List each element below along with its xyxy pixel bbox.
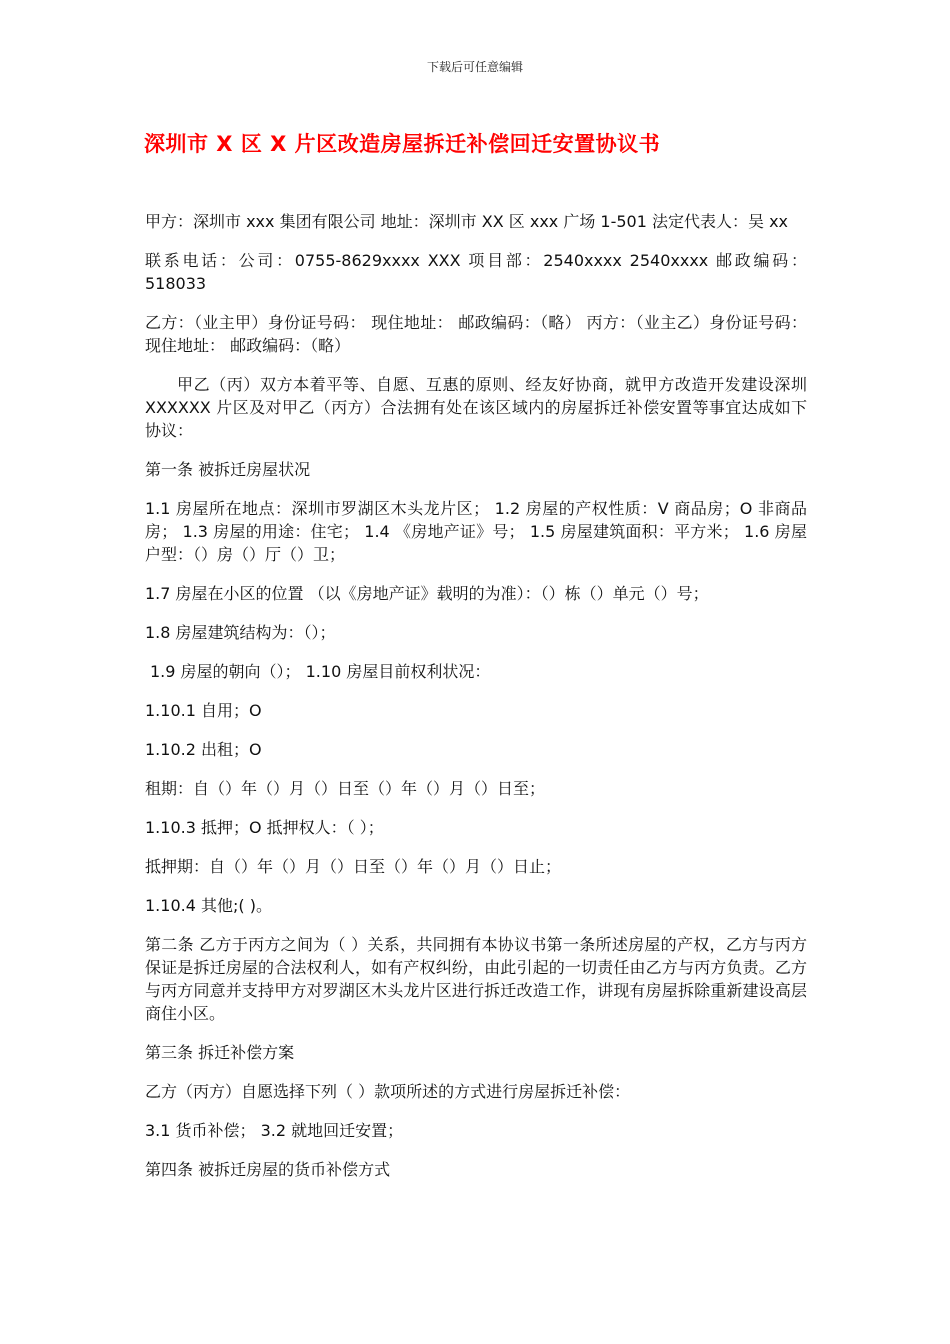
- article-2-paragraph: 第二条 乙方于丙方之间为（ ）关系，共同拥有本协议书第一条所述房屋的产权，乙方与丙方保证是拆迁房屋的合法权利人，如有产权纠纷，由此引起的一切责任由乙方与丙方负责。乙方与丙方同意并支持甲方对罗湖区木头龙片区进行拆迁改造工作，讲现有房屋拆除重新建设高层商住小区。: [145, 935, 807, 1023]
- header-note: 下载后可任意编辑: [426, 60, 523, 74]
- clause-3-1-3-2: 3.1 货币补偿； 3.2 就地回迁安置；: [145, 1121, 404, 1140]
- document-title: 深圳市 X 区 X 片区改造房屋拆迁补偿回迁安置协议书: [144, 132, 661, 156]
- contact-paragraph: 联系电话：公司：0755-8629xxxx XXX 项目部：2540xxxx 2540xxxx 邮政编码：518033: [145, 251, 807, 293]
- article-3-heading: 第三条 拆迁补偿方案: [145, 1043, 295, 1062]
- clause-1-10-4: 1.10.4 其他;( )。: [145, 896, 272, 915]
- clause-1-8: 1.8 房屋建筑结构为：（）；: [145, 623, 336, 642]
- preamble-paragraph: 甲乙（丙）双方本着平等、自愿、互惠的原则、经友好协商，就甲方改造开发建设深圳 XXXXXX 片区及对甲乙（丙方）合法拥有处在该区域内的房屋拆迁补偿安置等事宜达成如下协议：: [145, 375, 807, 440]
- clause-1-9-1-10: 1.9 房屋的朝向（）； 1.10 房屋目前权利状况：: [150, 662, 491, 681]
- party-a-paragraph: 甲方：深圳市 xxx 集团有限公司 地址：深圳市 XX 区 xxx 广场 1-501 法定代表人：吴 xx: [145, 212, 789, 231]
- article-4-heading: 第四条 被拆迁房屋的货币补偿方式: [145, 1160, 391, 1179]
- clause-1-10-3: 1.10.3 抵押；O 抵押权人：（ ）；: [145, 818, 384, 837]
- clause-1-10-2: 1.10.2 出租；O: [145, 740, 262, 759]
- article-3-choice-line: 乙方（丙方）自愿选择下列（ ）款项所述的方式进行房屋拆迁补偿：: [145, 1082, 631, 1101]
- party-b-c-paragraph: 乙方：（业主甲）身份证号码： 现住地址： 邮政编码：（略） 丙方：（业主乙）身份证号码： 现住地址： 邮政编码：（略）: [145, 313, 807, 355]
- article-1-heading: 第一条 被拆迁房屋状况: [145, 460, 311, 479]
- clause-1-7: 1.7 房屋在小区的位置 （以《房地产证》载明的为准）：（）栋（）单元（）号；: [145, 584, 709, 603]
- mortgage-term-line: 抵押期：自（）年（）月（）日至（）年（）月（）日止；: [145, 857, 562, 876]
- document-body: [145, 210, 807, 1197]
- clause-1-10-1: 1.10.1 自用；O: [145, 701, 262, 720]
- clause-1-1-to-1-6: 1.1 房屋所在地点：深圳市罗湖区木头龙片区； 1.2 房屋的产权性质：V 商品房；O 非商品房； 1.3 房屋的用途：住宅； 1.4 《房地产证》号； 1.5 房屋建筑面积：平方米； 1.6 房屋户型：（）房（）厅（）卫；: [145, 499, 807, 564]
- lease-term-line: 租期：自（）年（）月（）日至（）年（）月（）日至；: [145, 779, 546, 798]
